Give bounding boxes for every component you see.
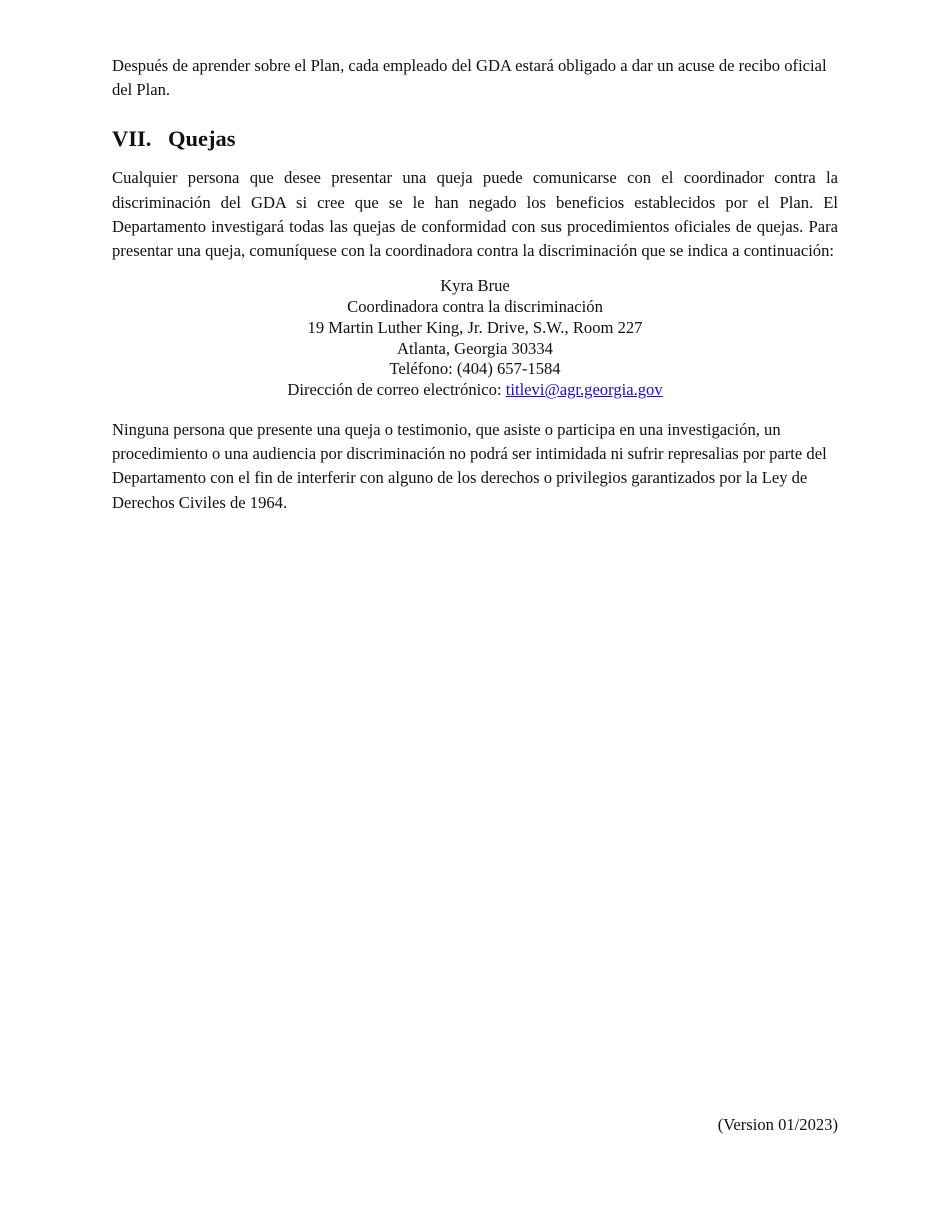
- retaliation-paragraph: Ninguna persona que presente una queja o testimonio, que asiste o participa en una investigación, un procedimiento o una audiencia por discriminación no podrá ser intimidada ni sufrir represalias por parte del Departamento con el fin de interferir con alguno de los derechos o privilegios garantizados por la Ley de Derechos Civiles de 1964.: [112, 420, 827, 512]
- version-footer: (Version 01/2023): [717, 1115, 838, 1134]
- contact-email-label: Dirección de correo electrónico:: [287, 380, 502, 400]
- contact-name: Kyra Brue: [440, 276, 510, 296]
- contact-role: Coordinadora contra la discriminación: [347, 297, 603, 317]
- contact-phone: Teléfono: (404) 657-1584: [389, 359, 561, 379]
- intro-paragraph: Después de aprender sobre el Plan, cada empleado del GDA estará obligado a dar un acuse de recibo oficial del Plan.: [112, 56, 827, 100]
- contact-email-link[interactable]: titlevi@agr.georgia.gov: [505, 380, 663, 400]
- contact-email-row: [112, 380, 838, 401]
- section-heading: [112, 125, 838, 153]
- contact-address-line2: Atlanta, Georgia 30334: [397, 338, 553, 358]
- document-page: [112, 54, 838, 515]
- contact-block: [112, 276, 838, 401]
- section-number: VII.: [112, 126, 152, 152]
- contact-address-line1: 19 Martin Luther King, Jr. Drive, S.W., Room 227: [307, 317, 643, 337]
- section-title: Quejas: [168, 126, 236, 152]
- complaints-paragraph: Cualquier persona que desee presentar una queja puede comunicarse con el coordinador contra la discriminación del GDA si cree que se le han negado los beneficios establecidos por el Plan. El Departamento investigará todas las quejas de conformidad con sus procedimientos oficiales de quejas. Para presentar una queja, comuníquese con la coordinadora contra la discriminación que se indica a continuación:: [112, 168, 838, 261]
